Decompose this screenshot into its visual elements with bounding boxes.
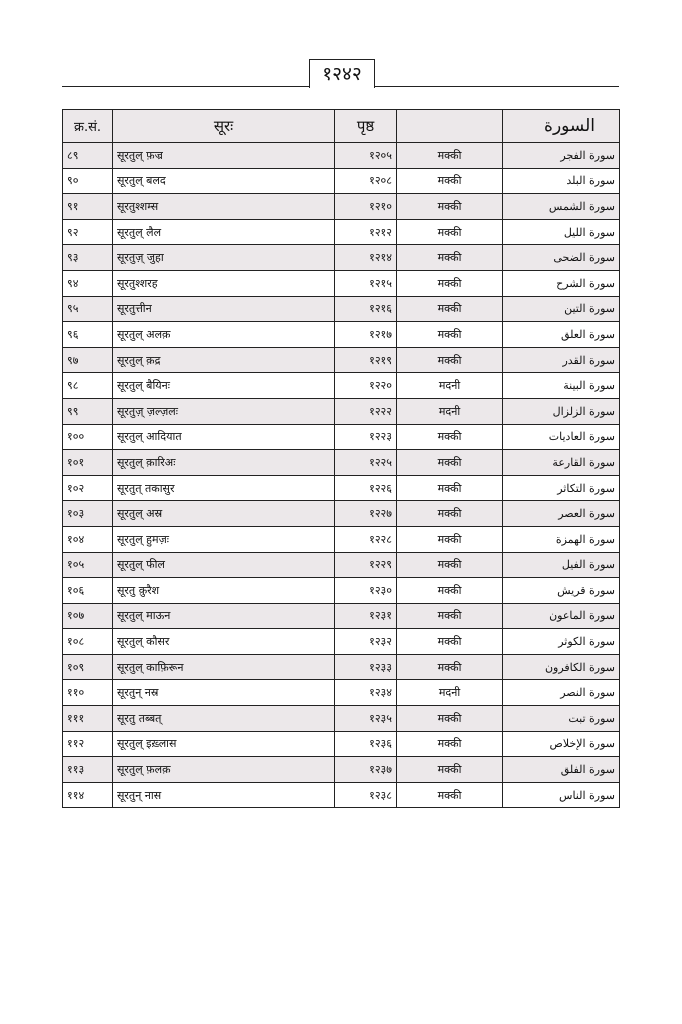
surah-name: सूरतुल् फील: [113, 552, 335, 578]
surah-index-table: [62, 109, 620, 808]
surah-name: सूरतुल् आदियात: [113, 424, 335, 450]
page-number-cell: १२३२: [335, 629, 397, 655]
header-surah: सूरः: [113, 110, 335, 143]
page-number: १२४२: [309, 59, 375, 88]
surah-name: सूरतुल् अलक़: [113, 322, 335, 348]
arabic-name: سورة الكافرون: [503, 654, 620, 680]
table-row: [63, 168, 620, 194]
revelation-type: मक्की: [397, 654, 503, 680]
revelation-type: मक्की: [397, 450, 503, 476]
table-row: [63, 731, 620, 757]
page-number-cell: १२१५: [335, 270, 397, 296]
serial-number: ९३: [63, 245, 113, 271]
revelation-type: मक्की: [397, 424, 503, 450]
page-number-cell: १२१९: [335, 347, 397, 373]
serial-number: ९९: [63, 398, 113, 424]
revelation-type: मक्की: [397, 296, 503, 322]
revelation-type: मक्की: [397, 347, 503, 373]
serial-number: ११३: [63, 757, 113, 783]
page-number-cell: १२१६: [335, 296, 397, 322]
revelation-type: मक्की: [397, 731, 503, 757]
serial-number: १११: [63, 706, 113, 732]
serial-number: ९८: [63, 373, 113, 399]
page-number-cell: १२२७: [335, 501, 397, 527]
page-number-cell: १२३८: [335, 782, 397, 808]
surah-name: सूरतुल् हुमज़ः: [113, 526, 335, 552]
table-row: [63, 475, 620, 501]
serial-number: १००: [63, 424, 113, 450]
arabic-name: سورة العاديات: [503, 424, 620, 450]
revelation-type: मक्की: [397, 782, 503, 808]
table-row: [63, 578, 620, 604]
header-serial: क्र.सं.: [63, 110, 113, 143]
surah-name: सूरतुत् तकासुर: [113, 475, 335, 501]
serial-number: ८९: [63, 143, 113, 169]
revelation-type: मक्की: [397, 578, 503, 604]
page-number-cell: १२२६: [335, 475, 397, 501]
serial-number: १०८: [63, 629, 113, 655]
page-number-cell: १२२८: [335, 526, 397, 552]
revelation-type: मक्की: [397, 194, 503, 220]
surah-name: सूरतुन् नास: [113, 782, 335, 808]
surah-name: सूरतु तब्बत्: [113, 706, 335, 732]
revelation-type: मक्की: [397, 706, 503, 732]
page-number-cell: १२१०: [335, 194, 397, 220]
table-row: [63, 245, 620, 271]
table-row: [63, 219, 620, 245]
surah-name: सूरतुल् काफ़िरून: [113, 654, 335, 680]
table-row: [63, 706, 620, 732]
surah-name: सूरतुल् फ़ज्र: [113, 143, 335, 169]
arabic-name: سورة القارعة: [503, 450, 620, 476]
arabic-name: سورة البينة: [503, 373, 620, 399]
serial-number: १०५: [63, 552, 113, 578]
revelation-type: मक्की: [397, 322, 503, 348]
arabic-name: سورة الفلق: [503, 757, 620, 783]
surah-name: सूरतुल् बैयिनः: [113, 373, 335, 399]
page-number-cell: १२३३: [335, 654, 397, 680]
table-row: [63, 296, 620, 322]
arabic-name: سورة الفجر: [503, 143, 620, 169]
table-row: [63, 552, 620, 578]
serial-number: ११०: [63, 680, 113, 706]
table-row: [63, 680, 620, 706]
arabic-name: سورة الناس: [503, 782, 620, 808]
page-number-cell: १२०८: [335, 168, 397, 194]
revelation-type: मक्की: [397, 475, 503, 501]
arabic-name: سورة القدر: [503, 347, 620, 373]
revelation-type: मक्की: [397, 143, 503, 169]
serial-number: ९०: [63, 168, 113, 194]
revelation-type: मदनी: [397, 680, 503, 706]
page-number-cell: १२३४: [335, 680, 397, 706]
surah-name: सूरतुल् फ़लक़: [113, 757, 335, 783]
serial-number: ९१: [63, 194, 113, 220]
table-row: [63, 322, 620, 348]
arabic-name: سورة الإخلاص: [503, 731, 620, 757]
surah-name: सूरतुल् माऊन: [113, 603, 335, 629]
surah-name: सूरतुल् लैल: [113, 219, 335, 245]
table-row: [63, 526, 620, 552]
table-row: [63, 450, 620, 476]
revelation-type: मक्की: [397, 757, 503, 783]
revelation-type: मक्की: [397, 552, 503, 578]
revelation-type: मक्की: [397, 629, 503, 655]
surah-name: सूरतुज़् ज़ल्ज़लः: [113, 398, 335, 424]
arabic-name: سورة العصر: [503, 501, 620, 527]
page-number-cell: १२२२: [335, 398, 397, 424]
table-row: [63, 347, 620, 373]
surah-name: सूरतुल् अस्र: [113, 501, 335, 527]
page-number-cell: १२२०: [335, 373, 397, 399]
table-row: [63, 629, 620, 655]
revelation-type: मक्की: [397, 219, 503, 245]
header-page: पृष्ठ: [335, 110, 397, 143]
surah-name: सूरतुत्तीन: [113, 296, 335, 322]
arabic-name: سورة الشرح: [503, 270, 620, 296]
table-row: [63, 143, 620, 169]
serial-number: ९२: [63, 219, 113, 245]
page-number-cell: १२२५: [335, 450, 397, 476]
surah-name: सूरतुल् इख़्लास: [113, 731, 335, 757]
page-number-cell: १२१७: [335, 322, 397, 348]
surah-name: सूरतुश्शरह: [113, 270, 335, 296]
arabic-name: سورة البلد: [503, 168, 620, 194]
page-number-cell: १२३७: [335, 757, 397, 783]
revelation-type: मक्की: [397, 603, 503, 629]
serial-number: ९४: [63, 270, 113, 296]
serial-number: १०४: [63, 526, 113, 552]
table-row: [63, 424, 620, 450]
header-type: [397, 110, 503, 143]
serial-number: १०६: [63, 578, 113, 604]
arabic-name: سورة الماعون: [503, 603, 620, 629]
table-row: [63, 757, 620, 783]
surah-name: सूरतुल् क़ारिअः: [113, 450, 335, 476]
serial-number: ९५: [63, 296, 113, 322]
arabic-name: سورة الكوثر: [503, 629, 620, 655]
table-row: [63, 782, 620, 808]
table-row: [63, 603, 620, 629]
arabic-name: سورة الليل: [503, 219, 620, 245]
table-row: [63, 373, 620, 399]
page-number-cell: १२३०: [335, 578, 397, 604]
serial-number: ११२: [63, 731, 113, 757]
surah-name: सूरतु क़ुरैश: [113, 578, 335, 604]
arabic-name: سورة الهمزة: [503, 526, 620, 552]
arabic-name: سورة الفيل: [503, 552, 620, 578]
serial-number: १०९: [63, 654, 113, 680]
page-number-cell: १२०५: [335, 143, 397, 169]
revelation-type: मक्की: [397, 526, 503, 552]
surah-name: सूरतुल् बलद: [113, 168, 335, 194]
revelation-type: मक्की: [397, 245, 503, 271]
page-number-cell: १२३१: [335, 603, 397, 629]
table-row: [63, 270, 620, 296]
arabic-name: سورة التين: [503, 296, 620, 322]
arabic-name: سورة الشمس: [503, 194, 620, 220]
serial-number: १०२: [63, 475, 113, 501]
serial-number: ९७: [63, 347, 113, 373]
serial-number: १०१: [63, 450, 113, 476]
page-number-cell: १२३६: [335, 731, 397, 757]
table-row: [63, 398, 620, 424]
serial-number: १०७: [63, 603, 113, 629]
surah-name: सूरतुल् कौसर: [113, 629, 335, 655]
arabic-name: سورة النصر: [503, 680, 620, 706]
serial-number: ९६: [63, 322, 113, 348]
page-number-cell: १२२९: [335, 552, 397, 578]
revelation-type: मदनी: [397, 373, 503, 399]
arabic-name: سورة تبت: [503, 706, 620, 732]
table-row: [63, 194, 620, 220]
arabic-name: سورة قريش: [503, 578, 620, 604]
revelation-type: मक्की: [397, 270, 503, 296]
revelation-type: मक्की: [397, 501, 503, 527]
surah-name: सूरतुन् नस्र: [113, 680, 335, 706]
revelation-type: मदनी: [397, 398, 503, 424]
surah-name: सूरतुश्शम्स: [113, 194, 335, 220]
arabic-name: سورة التكاثر: [503, 475, 620, 501]
surah-name: सूरतुज़् जुहा: [113, 245, 335, 271]
page-number-cell: १२१४: [335, 245, 397, 271]
page-number-cell: १२२३: [335, 424, 397, 450]
arabic-name: سورة العلق: [503, 322, 620, 348]
revelation-type: मक्की: [397, 168, 503, 194]
serial-number: ११४: [63, 782, 113, 808]
page-number-cell: १२३५: [335, 706, 397, 732]
page-number-cell: १२१२: [335, 219, 397, 245]
arabic-name: سورة الزلزال: [503, 398, 620, 424]
header-arabic: السورة: [503, 110, 620, 143]
arabic-name: سورة الضحى: [503, 245, 620, 271]
surah-name: सूरतुल् क़द्र: [113, 347, 335, 373]
serial-number: १०३: [63, 501, 113, 527]
table-row: [63, 501, 620, 527]
table-header-row: [63, 110, 620, 143]
table-row: [63, 654, 620, 680]
